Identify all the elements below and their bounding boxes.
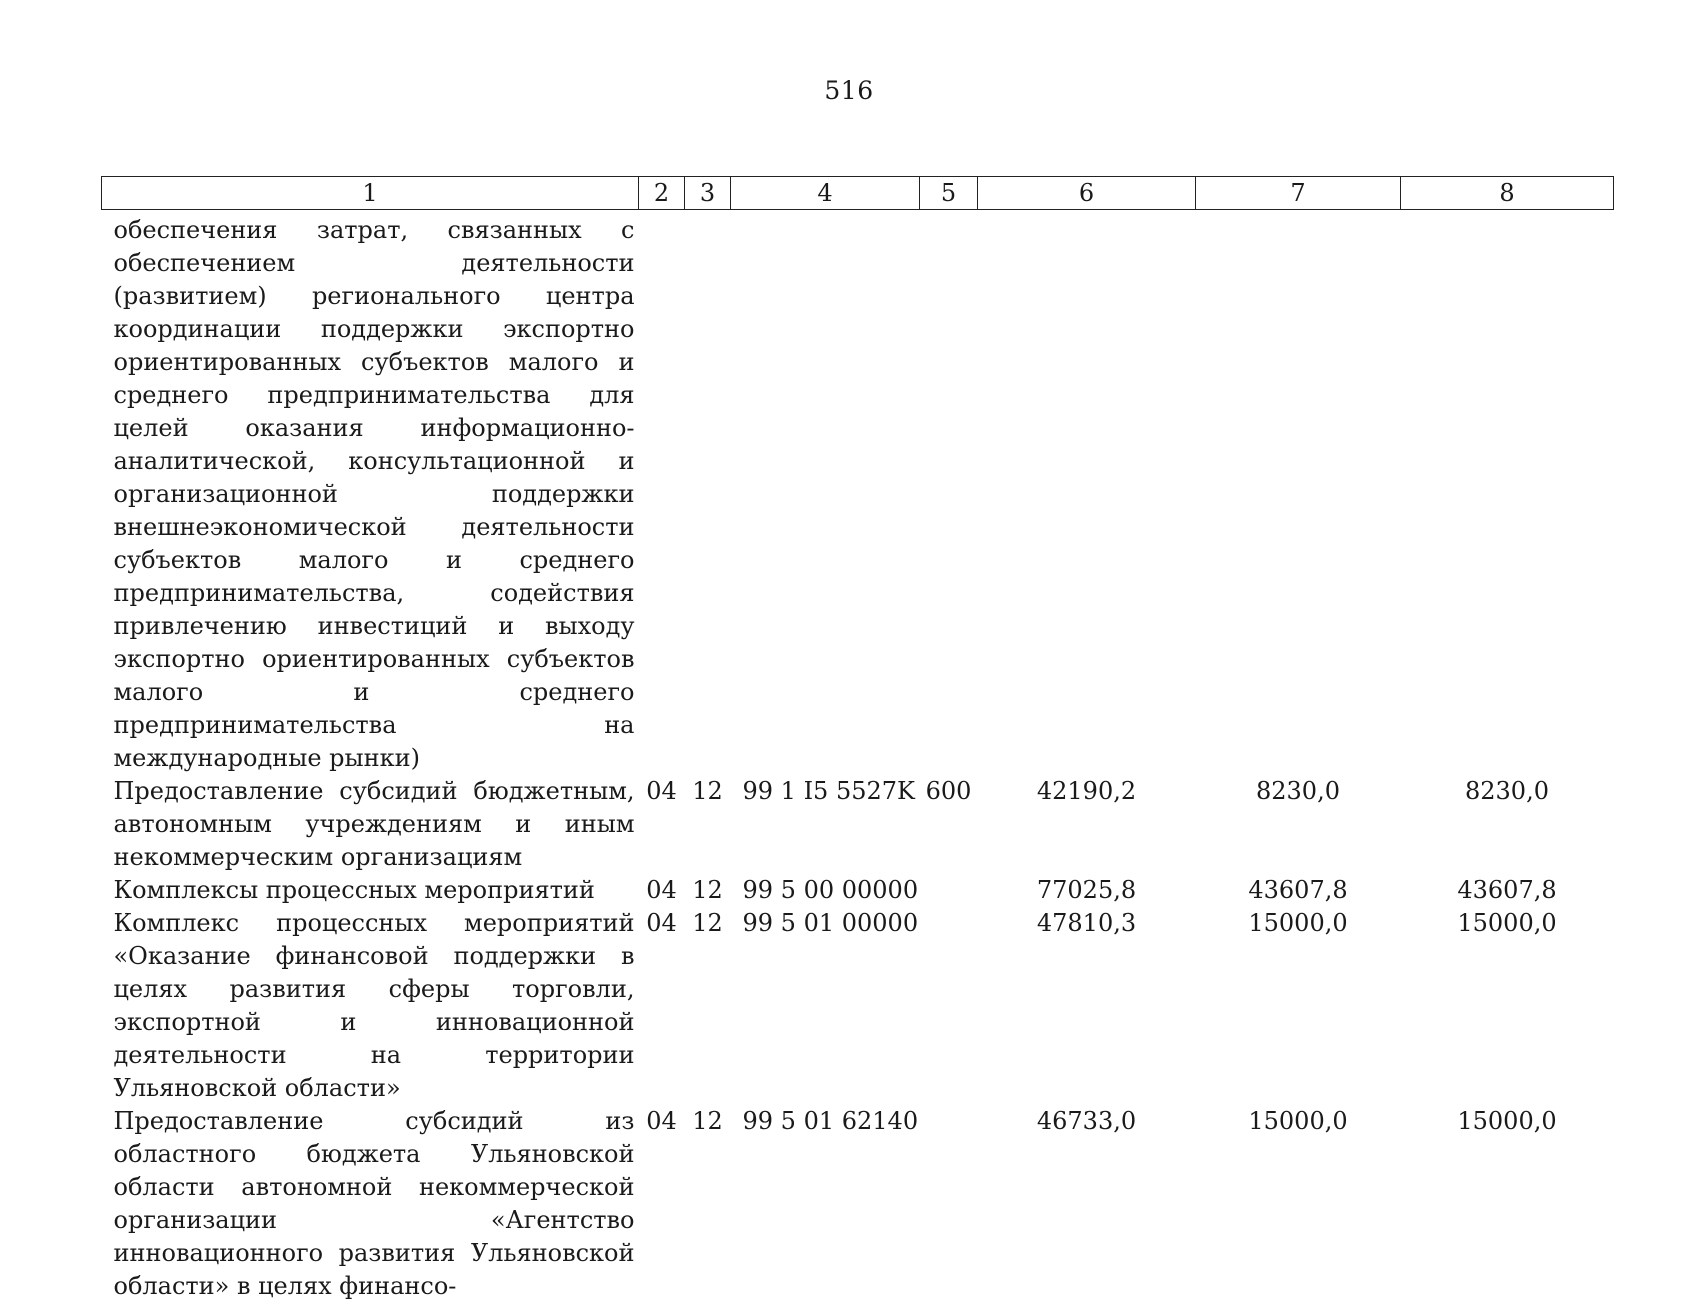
row-amount-col6: 46733,0 xyxy=(1036,1107,1137,1135)
column-header-4: 4 xyxy=(731,177,920,210)
page-number: 516 xyxy=(824,76,874,105)
budget-table xyxy=(101,176,1614,1303)
table-row xyxy=(102,210,1614,776)
table-row xyxy=(102,1105,1614,1303)
column-header-3: 3 xyxy=(685,177,731,210)
column-header-5: 5 xyxy=(920,177,978,210)
table-row xyxy=(102,775,1614,874)
row-description: Предоставление субсидий из областного бюджета Ульяновской области автономной некоммерческой организации «Агентство инновационного развития Ульяновской области» в целях финансо- xyxy=(113,1107,635,1300)
row-amount-col8: 43607,8 xyxy=(1457,876,1557,904)
row-description: Комплексы процессных мероприятий xyxy=(113,876,595,904)
row-amount-col7 xyxy=(1196,210,1401,776)
row-description: Комплекс процессных мероприятий «Оказание финансовой поддержки в целях развития сферы торговли, экспортной и инновационной деятельности на территории Ульяновской области» xyxy=(113,909,635,1102)
row-expense-type xyxy=(920,210,978,776)
column-header-2: 2 xyxy=(639,177,685,210)
row-amount-col8: 15000,0 xyxy=(1457,909,1557,937)
row-section-code: 04 xyxy=(646,1107,677,1135)
row-amount-col7: 43607,8 xyxy=(1248,876,1348,904)
row-subsection-code: 12 xyxy=(692,777,723,805)
row-subsection-code: 12 xyxy=(692,909,723,937)
row-target-code: 99 5 01 62140 xyxy=(742,1107,919,1135)
row-section-code: 04 xyxy=(646,777,677,805)
row-expense-type xyxy=(920,907,978,1105)
row-target-code: 99 5 00 00000 xyxy=(742,876,919,904)
row-amount-col8: 8230,0 xyxy=(1465,777,1549,805)
row-amount-col6: 47810,3 xyxy=(1036,909,1137,937)
row-subsection-code: 12 xyxy=(692,1107,723,1135)
table-row xyxy=(102,907,1614,1105)
column-header-8: 8 xyxy=(1401,177,1614,210)
row-amount-col7: 15000,0 xyxy=(1248,909,1348,937)
row-expense-type: 600 xyxy=(925,777,972,805)
row-section-code: 04 xyxy=(646,909,677,937)
row-amount-col6 xyxy=(978,210,1196,776)
row-amount-col8 xyxy=(1401,210,1614,776)
column-header-1: 1 xyxy=(102,177,639,210)
table-row xyxy=(102,874,1614,907)
row-amount-col6: 77025,8 xyxy=(1036,876,1137,904)
row-description: Предоставление субсидий бюджетным, автономным учреждениям и иным некоммерческим организациям xyxy=(113,777,635,871)
row-target-code: 99 5 01 00000 xyxy=(742,909,919,937)
row-target-code: 99 1 I5 5527K xyxy=(742,777,915,805)
row-amount-col7: 8230,0 xyxy=(1256,777,1340,805)
row-amount-col6: 42190,2 xyxy=(1036,777,1137,805)
column-header-6: 6 xyxy=(978,177,1196,210)
row-expense-type xyxy=(920,1105,978,1303)
row-description: обеспечения затрат, связанных с обеспечением деятельности (развитием) регионального центра координации поддержки экспортно ориентированных субъектов малого и среднего предпринимательства для целей оказания информационно-аналитической, консультационной и организационной поддержки внешнеэкономической деятельности субъектов малого и среднего предпринимательства, содействия привлечению инвестиций и выходу экспортно ориентированных субъектов малого и среднего предпринимательства на международные рынки) xyxy=(113,216,635,772)
row-target-code xyxy=(731,210,920,776)
row-amount-col8: 15000,0 xyxy=(1457,1107,1557,1135)
column-number-header-row xyxy=(102,177,1614,210)
row-subsection-code xyxy=(685,210,731,776)
row-section-code xyxy=(639,210,685,776)
column-header-7: 7 xyxy=(1196,177,1401,210)
row-subsection-code: 12 xyxy=(692,876,723,904)
row-expense-type xyxy=(920,874,978,907)
row-section-code: 04 xyxy=(646,876,677,904)
row-amount-col7: 15000,0 xyxy=(1248,1107,1348,1135)
